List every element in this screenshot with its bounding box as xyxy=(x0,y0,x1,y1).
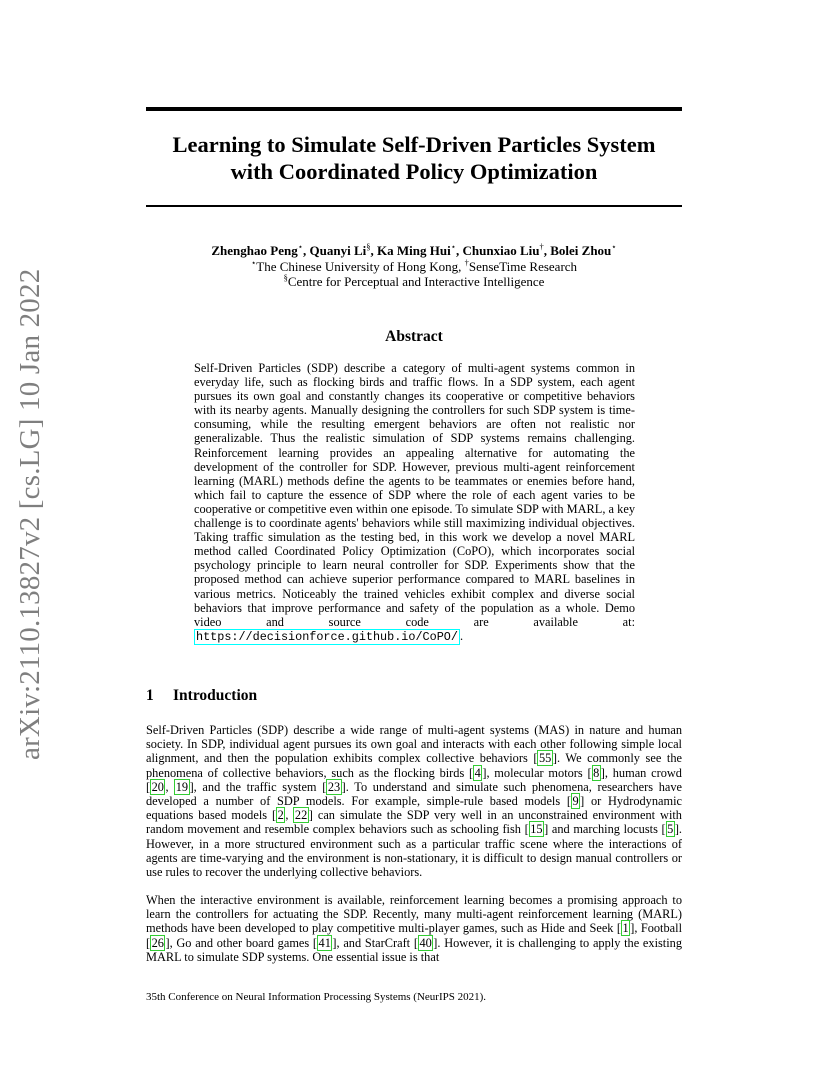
paper-title xyxy=(146,131,682,185)
author-mark: § xyxy=(366,241,371,252)
author-name: Chunxiao Liu xyxy=(462,243,540,258)
citation-link[interactable]: 9 xyxy=(572,794,579,809)
abstract-text: Self-Driven Particles (SDP) describe a category of multi-agent systems common in everyday life, such as flocking birds and traffic flows. In a SDP system, each agent pursues its own goal and constantly changes its cooperative or competitive behaviors with its nearby agents. Manually designing the controllers for such SDP system is time-consuming, while the resulting emergent behaviors are often not realistic nor generalizable. Thus the realistic simulation of SDP systems remains challenging. Reinforcement learning provides an appealing alternative for automating the development of the controller for SDP. However, previous multi-agent reinforcement learning (MARL) methods define the agents to be teammates or enemies before hand, which fail to capture the essence of SDP where the role of each agent varies to be cooperative or competitive even within one episode. To simulate SDP with MARL, a key challenge is to coordinate agents' behaviors while still maximizing individual objectives. Taking traffic simulation as the testing bed, in this work we develop a novel MARL method called Coordinated Policy Optimization (CoPO), which incorporates social psychology principle to learn neural controller for SDP. Experiments show that the proposed method can achieve superior performance compared to MARL baselines in various metrics. Noticeably the trained vehicles exhibit complex and diverse social behaviors that improve performance and safety of the population as a whole. Demo video and source code are available at: xyxy=(194,361,635,629)
affiliation-cpii: Centre for Perceptual and Interactive Intelligence xyxy=(287,274,545,289)
author-mark: ⋆ xyxy=(450,241,457,252)
affiliation-mark: ⋆ xyxy=(250,257,257,268)
author-name: Zhenghao Peng xyxy=(211,243,298,258)
author-name: Quanyi Li xyxy=(309,243,367,258)
citation-link[interactable]: 26 xyxy=(151,935,164,950)
intro-paragraph-1: Self-Driven Particles (SDP) describe a wide range of multi-agent systems (MAS) in nature and human society. In SDP, individual agent pursues its own goal and interacts with each other following simple local alignment, and then the population exhibits complex collective behaviors [ 55 ]. We commonly see the phenomena of collective behaviors, such as the flocking birds [ 4 ], molecular motors [ 8 ], human crowd [ 20 , 19 ], and the traffic system [ 23 ]. To understand and simulate such phenomena, researchers have developed a number of SDP models. For example, simple-rule based models [ 9 ] or Hydrodynamic equations based models [ 2 , 22 ] can simulate the SDP very well in an unconstrained environment with random movement and resemble complex behaviors such as schooling fish [ 15 ] and marching locusts [ 5 ]. However, in a more structured environment such as a particular traffic scene where the interactions of agents are time-varying and the environment is non-stationary, it is difficult to design manual controllers or use rules to recover the underlying collective behaviors. xyxy=(146,723,683,880)
author-mark: ⋆ xyxy=(297,241,304,252)
citation-link[interactable]: 41 xyxy=(318,935,331,950)
intro-paragraph-2: When the interactive environment is available, reinforcement learning becomes a promising approach to learn the controllers for actuating the SDP. Recently, many multi-agent reinforcement learning (MARL) methods have been developed to play competitive multi-player games, such as Hide and Seek [ 1 ], Football [ 26 ], Go and other board games [ 41 ], and StarCraft [ 40 ]. However, it is challenging to apply the existing MARL to simulate SDP systems. One essential issue is that xyxy=(146,893,682,964)
citation-link[interactable]: 19 xyxy=(175,779,189,794)
title-line-1: Learning to Simulate Self-Driven Particles System xyxy=(172,132,656,157)
arxiv-identifier: arXiv:2110.13827v2 [cs.LG] 10 Jan 2022 xyxy=(14,268,46,760)
affiliation-sensetime: SenseTime Research xyxy=(468,258,578,274)
citation-link[interactable]: 2 xyxy=(277,808,284,823)
citation-link[interactable]: 20 xyxy=(151,779,164,794)
title-line-2: with Coordinated Policy Optimization xyxy=(230,159,598,184)
author-name: Ka Ming Hui xyxy=(377,243,451,258)
citation-link[interactable]: 55 xyxy=(538,751,552,766)
project-link[interactable]: https://decisionforce.github.io/CoPO/ xyxy=(196,629,458,644)
affiliation-line-2 xyxy=(146,274,682,290)
author-names: Zhenghao Peng⋆, Quanyi Li§, Ka Ming Hui⋆, Chunxiao Liu†, Bolei Zhou⋆ xyxy=(211,241,617,258)
author-block xyxy=(146,243,682,290)
abstract-end: . xyxy=(459,628,464,643)
affiliation-line-1 xyxy=(146,259,682,275)
affiliation-mark: † xyxy=(464,257,469,268)
title-top-rule xyxy=(146,107,682,111)
citation-link[interactable]: 22 xyxy=(294,808,308,823)
abstract-heading: Abstract xyxy=(385,328,443,345)
citation-link[interactable]: 8 xyxy=(593,765,600,780)
conference-footnote: 35th Conference on Neural Information Processing Systems (NeurIPS 2021). xyxy=(146,991,487,1003)
abstract-body xyxy=(194,361,635,644)
affiliation-cuhk: The Chinese University of Hong Kong, xyxy=(256,258,465,274)
citation-link[interactable]: 40 xyxy=(419,935,432,950)
author-mark: † xyxy=(539,241,544,252)
citation-link[interactable]: 1 xyxy=(622,921,629,936)
citation-link[interactable]: 5 xyxy=(667,822,674,837)
author-name: Bolei Zhou xyxy=(550,243,612,258)
citation-link[interactable]: 15 xyxy=(530,822,543,837)
author-mark: ⋆ xyxy=(611,241,617,252)
citation-link[interactable]: 23 xyxy=(327,779,341,794)
section-heading-introduction xyxy=(146,687,682,705)
section-number: 1 xyxy=(146,687,154,704)
section-title: Introduction xyxy=(173,687,258,704)
title-bottom-rule xyxy=(146,205,682,207)
affiliation-mark: § xyxy=(283,272,288,283)
citation-link[interactable]: 4 xyxy=(474,765,481,780)
